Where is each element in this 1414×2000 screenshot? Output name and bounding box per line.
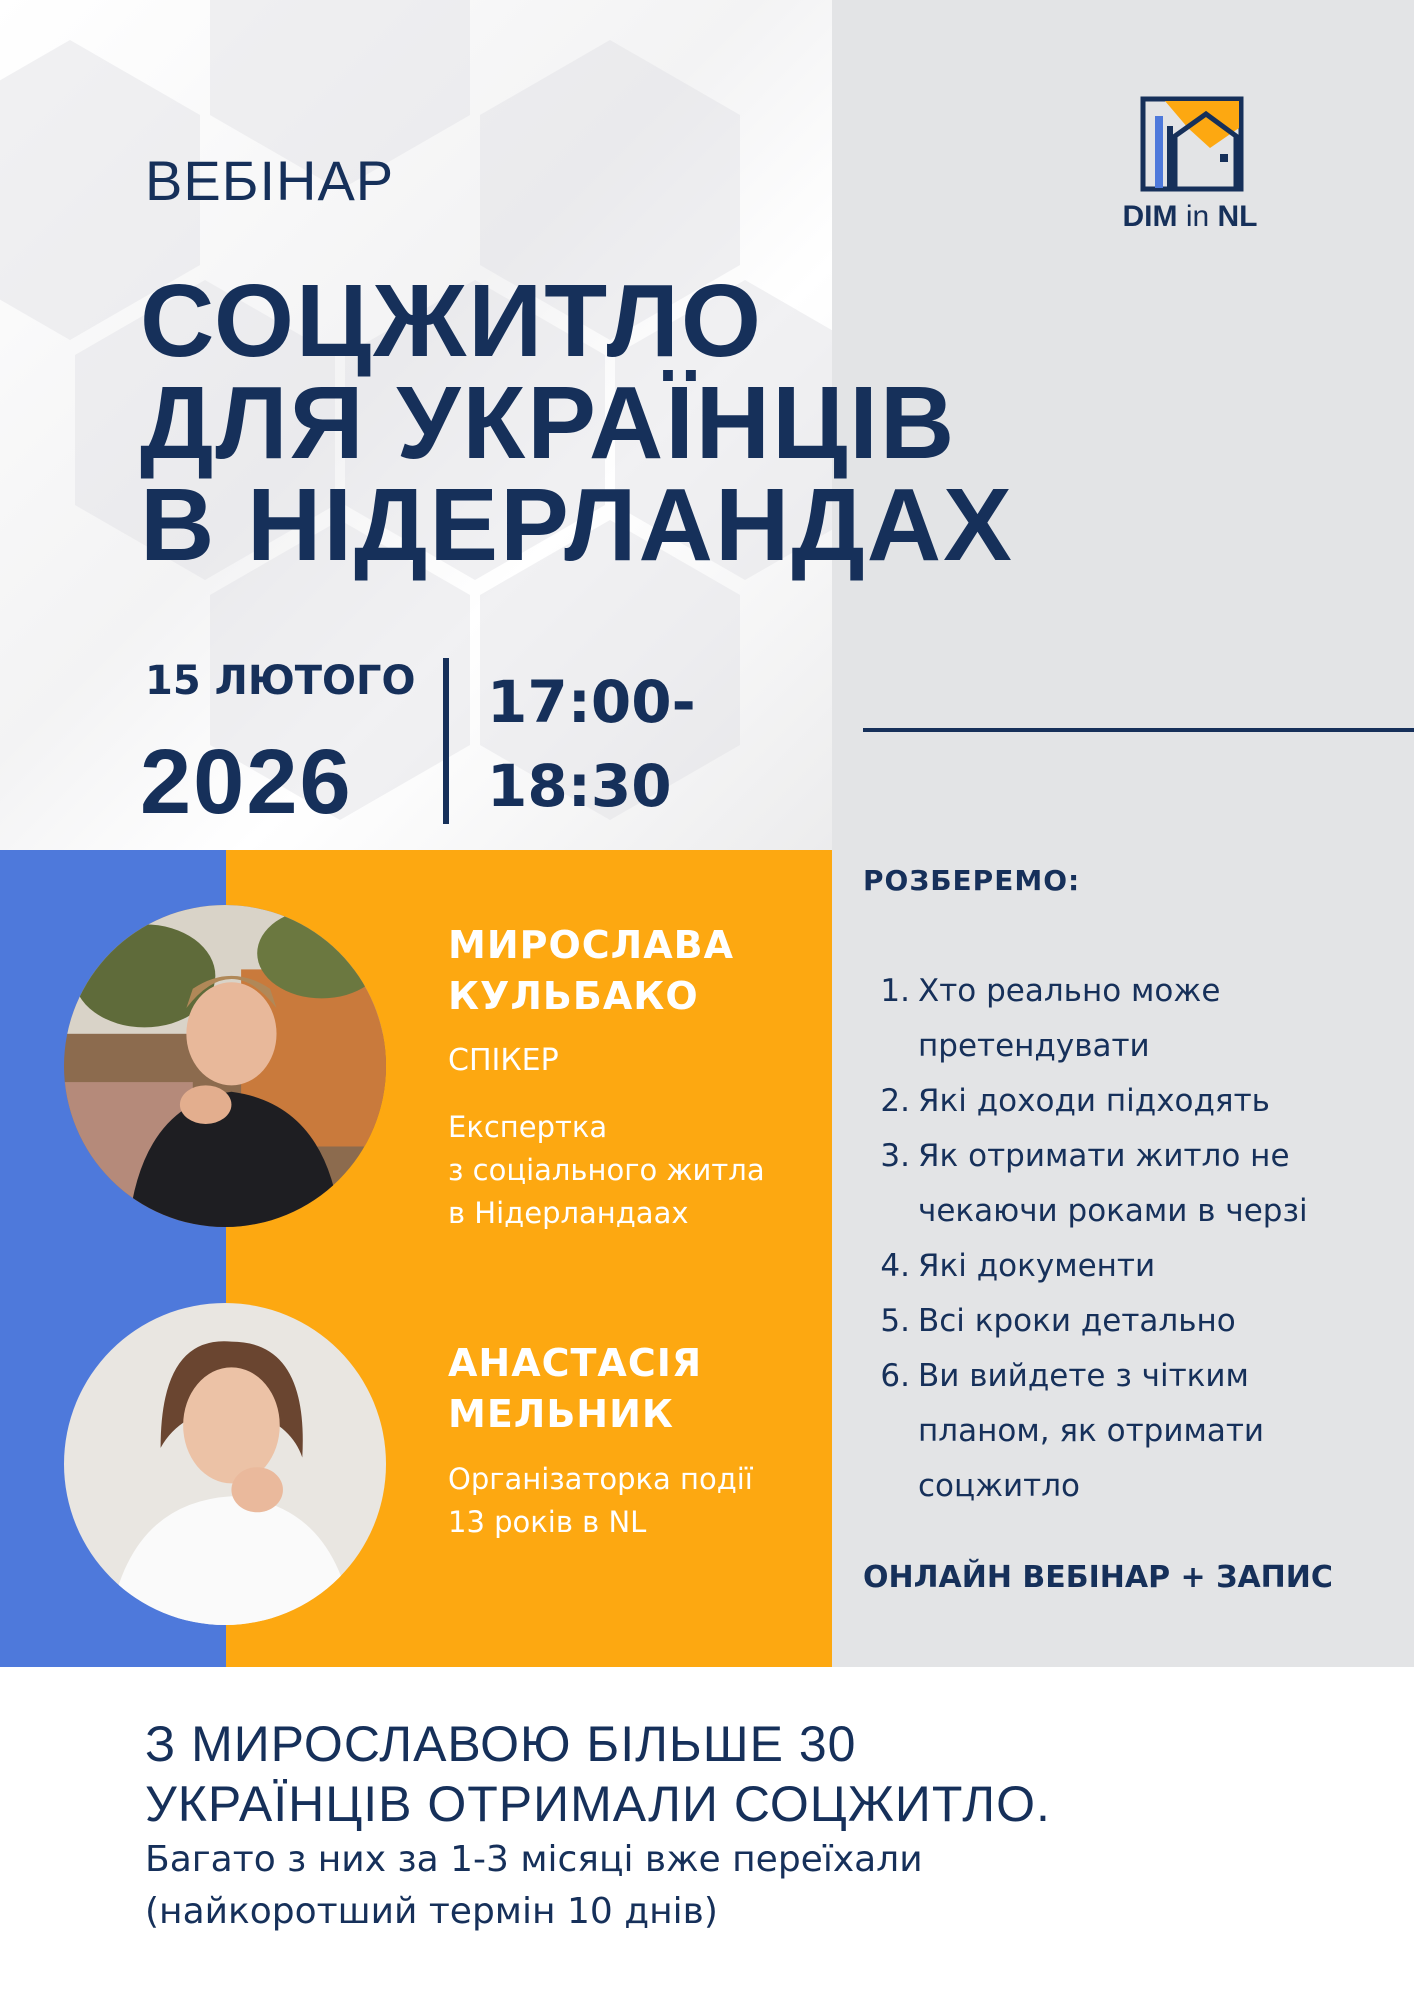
footer-headline: З МИРОСЛАВОЮ БІЛЬШЕ 30 УКРАЇНЦІВ ОТРИМАЛИ СОЦЖИТЛО. [145,1716,1051,1832]
brand-logo [1100,96,1280,233]
title-line: ДЛЯ УКРАЇНЦІВ [140,365,957,480]
speaker-photo-myroslava [64,905,386,1227]
title-line: СОЦЖИТЛО [140,263,764,378]
agenda-item-number: 2. [880,1083,910,1119]
page-title [140,263,1014,582]
agenda-item-number: 6. [880,1358,910,1394]
agenda-item-number: 5. [880,1303,910,1339]
title-line: В НІДЕРЛАНДАХ [140,467,1014,582]
format-label: ОНЛАЙН ВЕБІНАР + ЗАПИС [863,1560,1333,1595]
speaker-role: СПІКЕР [448,1043,559,1078]
event-date-day: 15 ЛЮТОГО [145,658,416,704]
house-logo-icon [1140,96,1244,192]
agenda-item: 2. Які доходи підходять [880,1074,1400,1129]
person-photo-icon [64,1303,386,1625]
speaker-description-anastasiia: Організаторка події 13 років в NL [448,1462,753,1539]
event-date-year: 2026 [140,731,353,833]
agenda-item: 1. Хто реально може претендувати [880,964,1400,1074]
agenda-item: 3. Як отримати житло не чекаючи роками в черзі [880,1129,1400,1239]
agenda-item-number: 3. [880,1138,910,1174]
brand-name: DIM in NL [1122,200,1258,233]
agenda-item-number: 1. [880,973,910,1009]
person-photo-icon [64,905,386,1227]
agenda-item: 5. Всі кроки детально [880,1294,1400,1349]
speaker-photo-anastasiia [64,1303,386,1625]
agenda-list [880,964,1400,1514]
date-separator [443,658,449,824]
footer-note: Багато з них за 1-3 місяці вже переїхали (найкоротший термін 10 днів) [145,1839,923,1932]
agenda-item: 6. Ви вийдете з чітким планом, як отримати соцжитло [880,1349,1400,1514]
agenda-heading: РОЗБЕРЕМО: [863,864,1081,897]
speaker-description-myroslava: Експертка з соціального житла в Нідерландаах [448,1110,765,1230]
divider-line [863,728,1414,732]
speaker-name-anastasiia: АНАСТАСІЯ МЕЛЬНИК [448,1341,703,1436]
event-time-start: 17:00- [487,668,696,736]
speaker-name-myroslava: МИРОСЛАВА КУЛЬБАКО [448,923,735,1018]
event-time-end: 18:30 [487,752,672,820]
agenda-item: 4. Які документи [880,1239,1400,1294]
agenda-item-number: 4. [880,1248,910,1284]
event-type-label: ВЕБІНАР [145,149,395,212]
